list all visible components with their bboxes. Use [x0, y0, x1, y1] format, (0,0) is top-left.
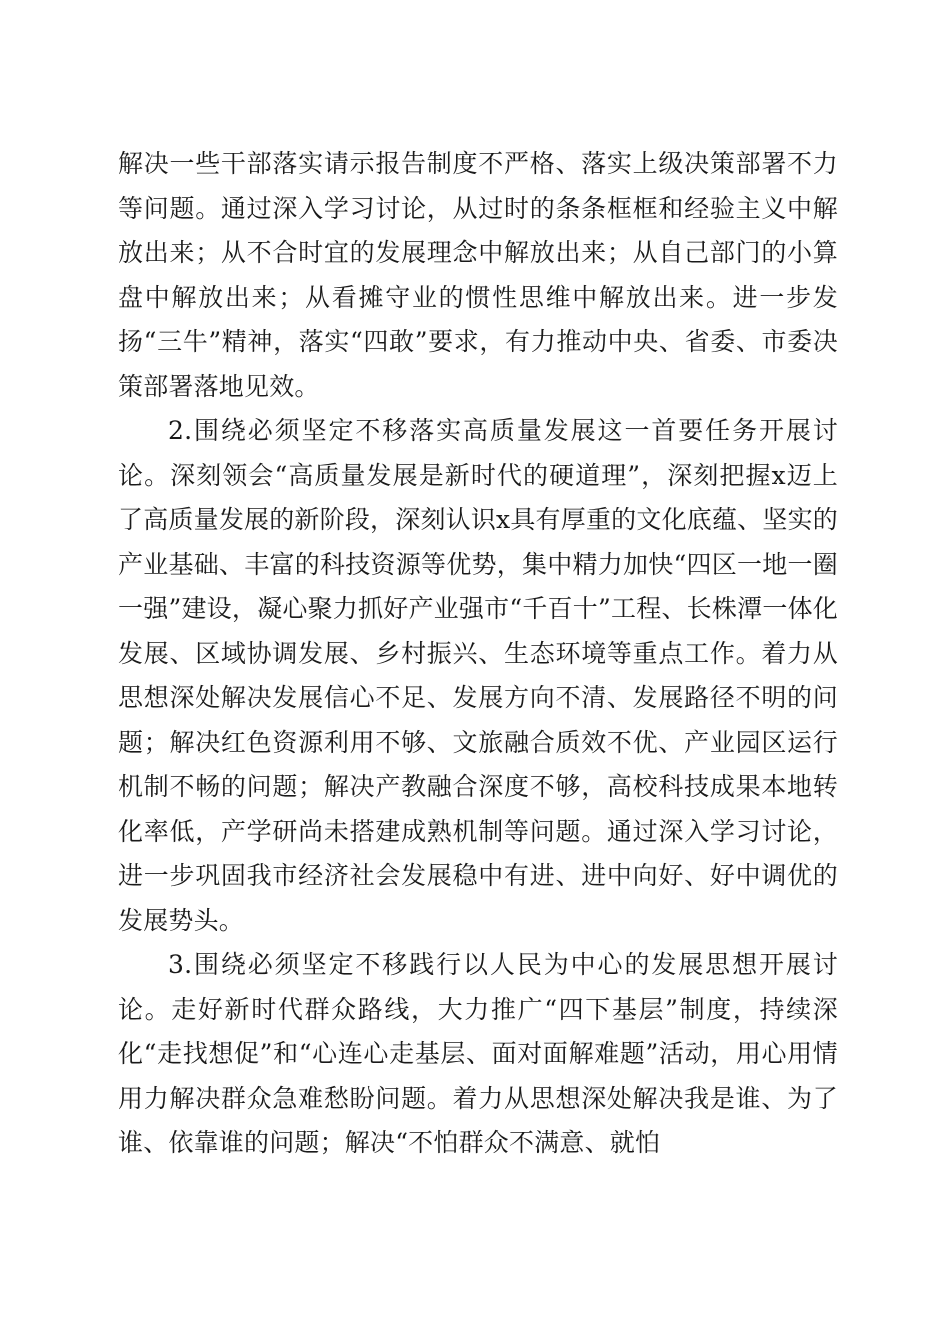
document-body [118, 142, 838, 1166]
paragraph-continuation: 解决一些干部落实请示报告制度不严格、落实上级决策部署不力等问题。通过深入学习讨论，从过时的条条框框和经验主义中解放出来；从不合时宜的发展理念中解放出来；从自己部门的小算盘中解放出来；从看摊守业的惯性思维中解放出来。进一步发扬“三牛”精神，落实“四敢”要求，有力推动中央、省委、市委决策部署落地见效。 [118, 149, 838, 401]
paragraph-item-3: 3.围绕必须坚定不移践行以人民为中心的发展思想开展讨论。走好新时代群众路线，大力推广“四下基层”制度，持续深化“走找想促”和“心连心走基层、面对面解难题”活动，用心用情用力解决群众急难愁盼问题。着力从思想深处解决我是谁、为了谁、依靠谁的问题；解决“不怕群众不满意、就怕 [118, 950, 838, 1157]
paragraph-item-2: 2.围绕必须坚定不移落实高质量发展这一首要任务开展讨论。深刻领会“高质量发展是新时代的硬道理”，深刻把握x迈上了高质量发展的新阶段，深刻认识x具有厚重的文化底蕴、坚实的产业基础、丰富的科技资源等优势，集中精力加快“四区一地一圈一强”建设，凝心聚力抓好产业强市“千百十”工程、长株潭一体化发展、区域协调发展、乡村振兴、生态环境等重点工作。着力从思想深处解决发展信心不足、发展方向不清、发展路径不明的问题；解决红色资源利用不够、文旅融合质效不优、产业园区运行机制不畅的问题；解决产教融合深度不够，高校科技成果本地转化率低，产学研尚未搭建成熟机制等问题。通过深入学习讨论，进一步巩固我市经济社会发展稳中有进、进中向好、好中调优的发展势头。 [118, 416, 838, 935]
